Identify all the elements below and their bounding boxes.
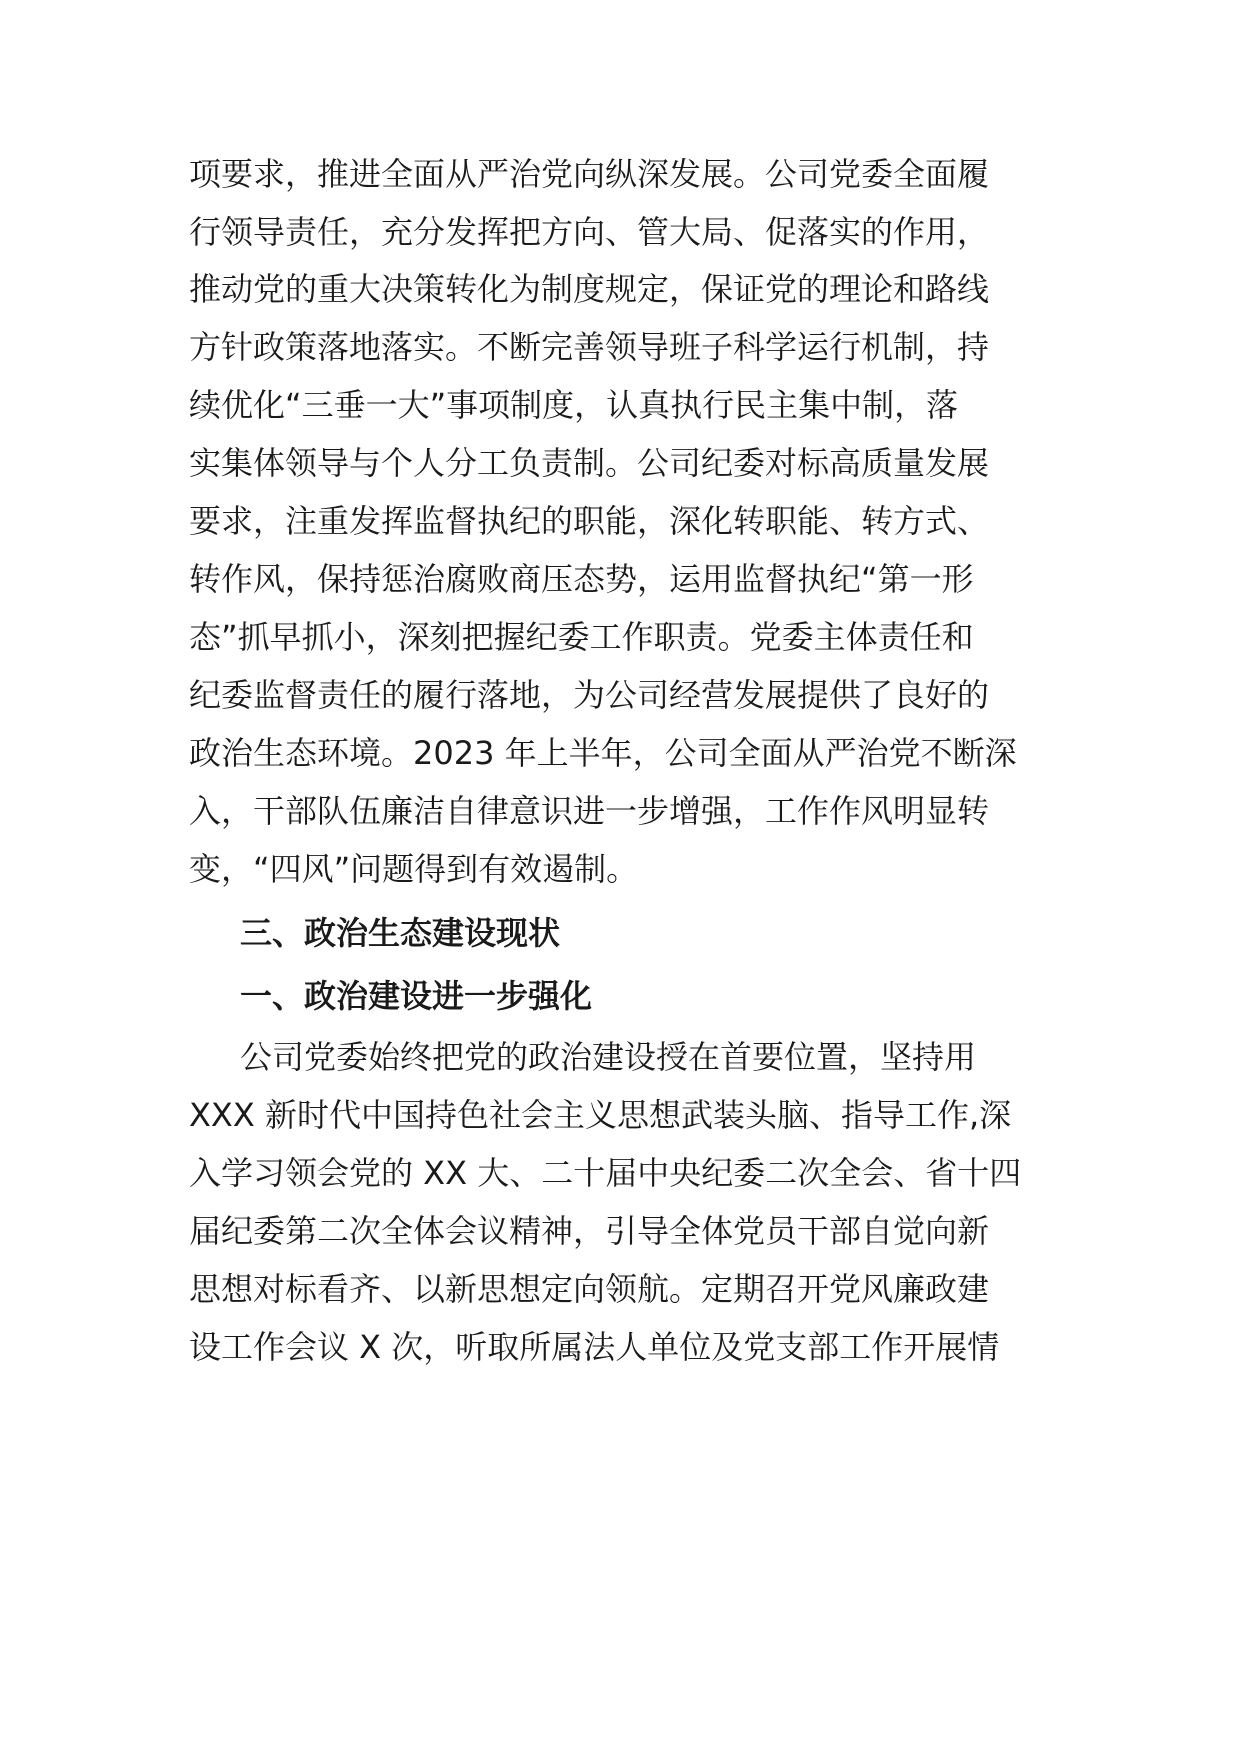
body-text-line: 行领导责任，充分发挥把方向、管大局、促落实的作用， [189,213,990,251]
section-heading: 三、政治生态建设现状 [240,914,561,952]
body-text-line: 方针政策落地落实。不断完善领导班子科学运行机制，持 [189,328,990,366]
subsection-heading: 一、政治建设进一步强化 [240,977,593,1015]
body-text-line: 政治生态环境。2023 年上半年，公司全面从严治党不断深 [189,734,1017,772]
body-text-line: 入，干部队伍廉洁自律意识进一步增强，工作作风明显转 [189,792,990,830]
body-text-line: 态”抓早抓小，深刻把握纪委工作职责。党委主体责任和 [189,618,974,656]
body-text-line: 项要求，推进全面从严治党向纵深发展。公司党委全面履 [189,155,990,193]
body-text-line: XXX 新时代中国持色社会主义思想武装头脑、指导工作,深 [189,1096,1012,1134]
body-text-line: 续优化“三垂一大”事项制度，认真执行民主集中制，落 [189,386,959,424]
body-text-line: 届纪委第二次全体会议精神，引导全体党员干部自觉向新 [189,1212,990,1250]
body-text-line: 转作风，保持惩治腐败商压态势，运用监督执纪“第一形 [189,560,974,598]
body-text-line: 实集体领导与个人分工负责制。公司纪委对标高质量发展 [189,444,990,482]
body-text-line: 要求，注重发挥监督执纪的职能，深化转职能、转方式、 [189,502,990,540]
body-text-line: 纪委监督责任的履行落地，为公司经营发展提供了良好的 [189,676,990,714]
body-text-line: 公司党委始终把党的政治建设授在首要位置，坚持用 [240,1038,977,1076]
body-text-line: 设工作会议 X 次，听取所属法人单位及党支部工作开展情 [189,1328,1000,1366]
body-text-line: 推动党的重大决策转化为制度规定，保证党的理论和路线 [189,270,990,308]
body-text-line: 变，“四风”问题得到有效遏制。 [189,850,639,888]
body-text-line: 入学习领会党的 XX 大、二十届中央纪委二次全会、省十四 [189,1154,1022,1192]
body-text-line: 思想对标看齐、以新思想定向领航。定期召开党风廉政建 [189,1270,990,1308]
